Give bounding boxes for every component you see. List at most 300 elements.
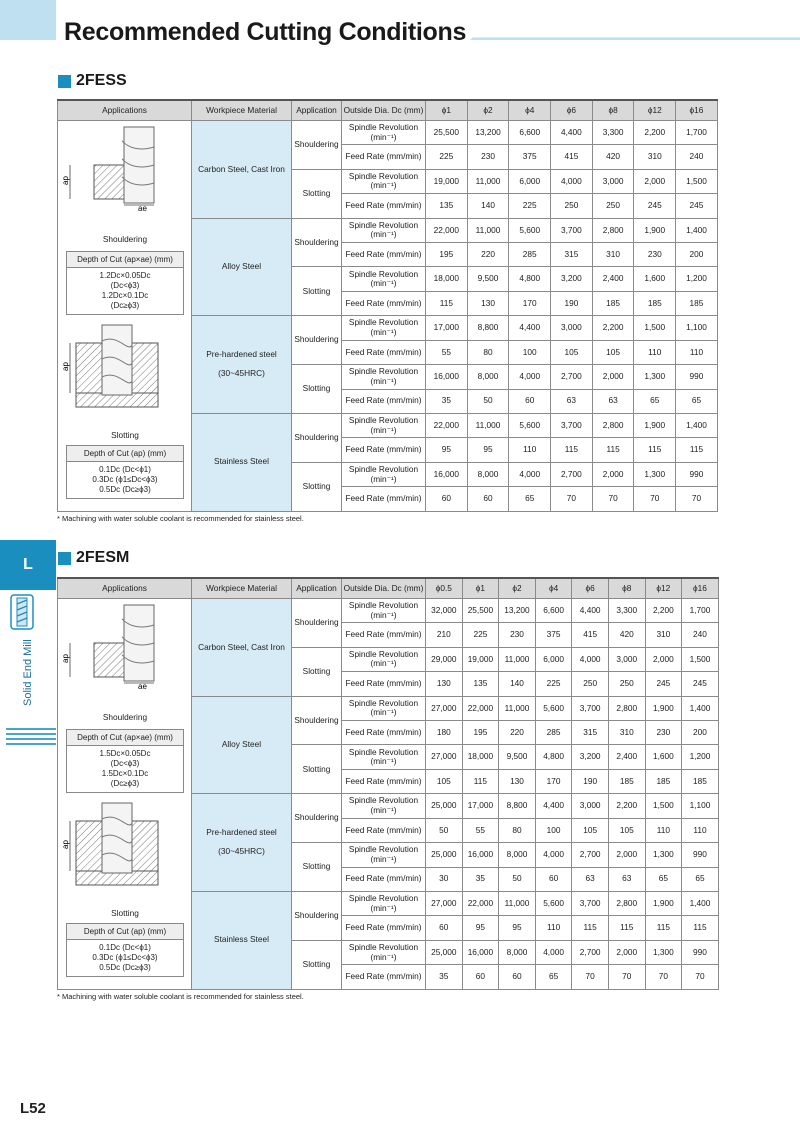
shouldering-caption: Shouldering xyxy=(102,234,148,244)
value-cell: 140 xyxy=(499,672,536,696)
value-cell: 17,000 xyxy=(462,794,499,819)
spindle-revolution-label: Spindle Revolution (min⁻¹) xyxy=(342,745,426,770)
value-cell: 1,600 xyxy=(634,267,676,292)
page-number: L52 xyxy=(20,1100,46,1117)
value-cell: 240 xyxy=(676,145,718,169)
column-header: Outside Dia. Dc (mm) xyxy=(342,100,426,121)
value-cell: 1,500 xyxy=(634,316,676,341)
value-cell: 70 xyxy=(676,487,718,511)
depth-line: (Dc≥ϕ3) xyxy=(110,779,140,788)
value-cell: 29,000 xyxy=(426,647,463,672)
workpiece-material xyxy=(192,599,292,697)
workpiece-material xyxy=(192,794,292,892)
spindle-revolution-label: Spindle Revolution (min⁻¹) xyxy=(342,599,426,623)
value-cell: 8,000 xyxy=(467,365,509,390)
depth-of-cut-header: Depth of Cut (ap×ae) (mm) xyxy=(67,730,183,746)
column-header: ϕ4 xyxy=(509,100,551,121)
depth-line: 1.5Dc×0.05Dc xyxy=(99,749,151,758)
value-cell: 220 xyxy=(499,721,536,745)
value-cell: 63 xyxy=(592,389,634,413)
value-cell: 115 xyxy=(592,438,634,462)
feed-rate-label: Feed Rate (mm/min) xyxy=(342,623,426,647)
value-cell: 4,000 xyxy=(509,462,551,487)
value-cell: 105 xyxy=(592,340,634,364)
table-header-row xyxy=(58,578,719,599)
svg-text:ae: ae xyxy=(138,682,147,691)
column-header: ϕ8 xyxy=(608,578,645,599)
application-shouldering: Shouldering xyxy=(292,121,342,170)
value-cell: 2,700 xyxy=(572,843,609,868)
value-cell: 3,200 xyxy=(551,267,593,292)
value-cell: 200 xyxy=(676,243,718,267)
value-cell: 310 xyxy=(634,145,676,169)
value-cell: 225 xyxy=(535,672,572,696)
depth-line: 0.3Dc (ϕ1≤Dc<ϕ3) xyxy=(92,475,158,484)
value-cell: 35 xyxy=(462,867,499,891)
value-cell: 310 xyxy=(645,623,682,647)
value-cell: 9,500 xyxy=(467,267,509,292)
value-cell: 230 xyxy=(467,145,509,169)
column-header: ϕ12 xyxy=(645,578,682,599)
value-cell: 60 xyxy=(426,487,468,511)
value-cell: 130 xyxy=(426,672,463,696)
value-cell: 22,000 xyxy=(426,413,468,438)
value-cell: 4,000 xyxy=(509,365,551,390)
value-cell: 2,000 xyxy=(592,462,634,487)
value-cell: 375 xyxy=(535,623,572,647)
value-cell: 80 xyxy=(499,818,536,842)
side-label: Solid End Mill xyxy=(22,639,34,706)
value-cell: 70 xyxy=(592,487,634,511)
value-cell: 2,800 xyxy=(608,696,645,721)
value-cell: 135 xyxy=(462,672,499,696)
value-cell: 2,700 xyxy=(551,462,593,487)
value-cell: 105 xyxy=(551,340,593,364)
value-cell: 25,500 xyxy=(462,599,499,623)
value-cell: 3,700 xyxy=(572,696,609,721)
section-heading-2fess xyxy=(58,72,127,90)
value-cell: 135 xyxy=(426,194,468,218)
column-header: ϕ4 xyxy=(535,578,572,599)
value-cell: 6,000 xyxy=(535,647,572,672)
end-mill-icon xyxy=(10,594,34,630)
value-cell: 190 xyxy=(572,769,609,793)
value-cell: 105 xyxy=(572,818,609,842)
depth-line: 0.5Dc (Dc≥ϕ3) xyxy=(99,963,151,972)
depth-line: (Dc<ϕ3) xyxy=(110,281,140,290)
workpiece-material xyxy=(192,413,292,511)
column-header: Workpiece Material xyxy=(192,100,292,121)
value-cell: 240 xyxy=(682,623,719,647)
value-cell: 8,000 xyxy=(499,940,536,965)
side-decoration xyxy=(6,728,56,748)
value-cell: 1,600 xyxy=(645,745,682,770)
value-cell: 1,300 xyxy=(645,940,682,965)
value-cell: 1,400 xyxy=(682,891,719,916)
value-cell: 60 xyxy=(462,965,499,989)
depth-of-cut-values xyxy=(67,746,183,792)
value-cell: 1,400 xyxy=(682,696,719,721)
value-cell: 3,000 xyxy=(551,316,593,341)
application-slotting: Slotting xyxy=(292,647,342,696)
value-cell: 5,600 xyxy=(535,891,572,916)
value-cell: 1,100 xyxy=(682,794,719,819)
value-cell: 2,800 xyxy=(592,413,634,438)
column-header: ϕ2 xyxy=(499,578,536,599)
value-cell: 110 xyxy=(645,818,682,842)
table-row xyxy=(58,599,719,623)
column-header: Applications xyxy=(58,100,192,121)
material-name: Pre-hardened steel xyxy=(206,827,277,838)
value-cell: 63 xyxy=(608,867,645,891)
svg-text:ap: ap xyxy=(61,176,70,185)
chapter-tab: L xyxy=(0,540,56,590)
value-cell: 27,000 xyxy=(426,696,463,721)
feed-rate-label: Feed Rate (mm/min) xyxy=(342,867,426,891)
value-cell: 1,500 xyxy=(645,794,682,819)
material-hardness: (30~45HRC) xyxy=(218,368,265,379)
value-cell: 230 xyxy=(499,623,536,647)
value-cell: 1,300 xyxy=(634,365,676,390)
value-cell: 50 xyxy=(467,389,509,413)
value-cell: 32,000 xyxy=(426,599,463,623)
application-slotting: Slotting xyxy=(292,940,342,989)
feed-rate-label: Feed Rate (mm/min) xyxy=(342,194,426,218)
depth-of-cut-box xyxy=(66,251,184,315)
slotting-illustration xyxy=(58,801,192,914)
value-cell: 2,000 xyxy=(634,169,676,194)
value-cell: 230 xyxy=(645,721,682,745)
value-cell: 110 xyxy=(634,340,676,364)
application-shouldering: Shouldering xyxy=(292,599,342,648)
value-cell: 60 xyxy=(467,487,509,511)
value-cell: 140 xyxy=(467,194,509,218)
value-cell: 310 xyxy=(608,721,645,745)
depth-of-cut-values xyxy=(67,268,183,314)
value-cell: 115 xyxy=(676,438,718,462)
section-marker-icon xyxy=(58,552,71,565)
column-header: Application xyxy=(292,100,342,121)
value-cell: 25,000 xyxy=(426,940,463,965)
value-cell: 115 xyxy=(634,438,676,462)
value-cell: 6,000 xyxy=(509,169,551,194)
value-cell: 170 xyxy=(535,769,572,793)
value-cell: 110 xyxy=(676,340,718,364)
column-header: ϕ1 xyxy=(462,578,499,599)
value-cell: 225 xyxy=(462,623,499,647)
column-header: Outside Dia. Dc (mm) xyxy=(342,578,426,599)
value-cell: 6,600 xyxy=(509,121,551,145)
value-cell: 70 xyxy=(682,965,719,989)
value-cell: 2,400 xyxy=(592,267,634,292)
value-cell: 65 xyxy=(634,389,676,413)
value-cell: 200 xyxy=(682,721,719,745)
feed-rate-label: Feed Rate (mm/min) xyxy=(342,965,426,989)
application-shouldering: Shouldering xyxy=(292,891,342,940)
feed-rate-label: Feed Rate (mm/min) xyxy=(342,145,426,169)
value-cell: 2,200 xyxy=(645,599,682,623)
value-cell: 230 xyxy=(634,243,676,267)
value-cell: 185 xyxy=(634,291,676,315)
value-cell: 27,000 xyxy=(426,891,463,916)
value-cell: 60 xyxy=(509,389,551,413)
value-cell: 315 xyxy=(572,721,609,745)
value-cell: 250 xyxy=(551,194,593,218)
value-cell: 1,900 xyxy=(645,891,682,916)
value-cell: 70 xyxy=(608,965,645,989)
value-cell: 65 xyxy=(676,389,718,413)
value-cell: 65 xyxy=(645,867,682,891)
spindle-revolution-label: Spindle Revolution (min⁻¹) xyxy=(342,647,426,672)
column-header: Application xyxy=(292,578,342,599)
value-cell: 3,300 xyxy=(608,599,645,623)
application-shouldering: Shouldering xyxy=(292,218,342,267)
value-cell: 2,400 xyxy=(608,745,645,770)
value-cell: 11,000 xyxy=(499,891,536,916)
value-cell: 3,200 xyxy=(572,745,609,770)
applications-cell xyxy=(58,599,192,990)
value-cell: 130 xyxy=(499,769,536,793)
value-cell: 245 xyxy=(682,672,719,696)
spindle-revolution-label: Spindle Revolution (min⁻¹) xyxy=(342,218,426,243)
material-name: Stainless Steel xyxy=(214,934,269,945)
value-cell: 27,000 xyxy=(426,745,463,770)
table-header-row xyxy=(58,100,718,121)
spindle-revolution-label: Spindle Revolution (min⁻¹) xyxy=(342,316,426,341)
value-cell: 220 xyxy=(467,243,509,267)
depth-line: 0.5Dc (Dc≥ϕ3) xyxy=(99,485,151,494)
value-cell: 185 xyxy=(645,769,682,793)
column-header: ϕ12 xyxy=(634,100,676,121)
material-name: Carbon Steel, Cast Iron xyxy=(198,641,285,652)
value-cell: 95 xyxy=(499,916,536,940)
value-cell: 19,000 xyxy=(462,647,499,672)
column-header: ϕ8 xyxy=(592,100,634,121)
value-cell: 105 xyxy=(426,769,463,793)
material-name: Alloy Steel xyxy=(221,739,262,750)
section-marker-icon xyxy=(58,75,71,88)
value-cell: 2,700 xyxy=(572,940,609,965)
application-slotting: Slotting xyxy=(292,843,342,892)
section-heading-2fesm xyxy=(58,549,129,567)
svg-text:ap: ap xyxy=(61,840,70,849)
value-cell: 2,200 xyxy=(592,316,634,341)
value-cell: 2,000 xyxy=(608,940,645,965)
workpiece-material xyxy=(192,316,292,414)
value-cell: 5,600 xyxy=(509,413,551,438)
value-cell: 100 xyxy=(509,340,551,364)
value-cell: 1,500 xyxy=(682,647,719,672)
value-cell: 4,400 xyxy=(551,121,593,145)
value-cell: 35 xyxy=(426,389,468,413)
feed-rate-label: Feed Rate (mm/min) xyxy=(342,672,426,696)
value-cell: 4,800 xyxy=(535,745,572,770)
column-header: Workpiece Material xyxy=(192,578,292,599)
application-shouldering: Shouldering xyxy=(292,794,342,843)
value-cell: 110 xyxy=(535,916,572,940)
value-cell: 3,700 xyxy=(551,218,593,243)
value-cell: 2,800 xyxy=(592,218,634,243)
coolant-note: * Machining with water soluble coolant is recommended for stainless steel. xyxy=(57,991,304,1001)
value-cell: 115 xyxy=(426,291,468,315)
value-cell: 16,000 xyxy=(426,462,468,487)
feed-rate-label: Feed Rate (mm/min) xyxy=(342,818,426,842)
value-cell: 63 xyxy=(551,389,593,413)
spindle-revolution-label: Spindle Revolution (min⁻¹) xyxy=(342,891,426,916)
page-header xyxy=(0,0,800,68)
depth-line: 1.2Dc×0.05Dc xyxy=(99,271,151,280)
column-header: Applications xyxy=(58,578,192,599)
feed-rate-label: Feed Rate (mm/min) xyxy=(342,438,426,462)
value-cell: 1,200 xyxy=(676,267,718,292)
value-cell: 4,000 xyxy=(535,843,572,868)
value-cell: 70 xyxy=(551,487,593,511)
value-cell: 4,400 xyxy=(572,599,609,623)
value-cell: 285 xyxy=(509,243,551,267)
shouldering-caption: Shouldering xyxy=(102,712,148,722)
value-cell: 195 xyxy=(426,243,468,267)
value-cell: 225 xyxy=(509,194,551,218)
depth-line: (Dc<ϕ3) xyxy=(110,759,140,768)
value-cell: 210 xyxy=(426,623,463,647)
spindle-revolution-label: Spindle Revolution (min⁻¹) xyxy=(342,843,426,868)
depth-of-cut-values xyxy=(67,940,183,976)
value-cell: 3,700 xyxy=(572,891,609,916)
value-cell: 1,700 xyxy=(682,599,719,623)
value-cell: 30 xyxy=(426,867,463,891)
value-cell: 990 xyxy=(676,365,718,390)
spindle-revolution-label: Spindle Revolution (min⁻¹) xyxy=(342,267,426,292)
value-cell: 185 xyxy=(682,769,719,793)
value-cell: 63 xyxy=(572,867,609,891)
value-cell: 16,000 xyxy=(462,940,499,965)
value-cell: 990 xyxy=(676,462,718,487)
material-name: Pre-hardened steel xyxy=(206,349,277,360)
feed-rate-label: Feed Rate (mm/min) xyxy=(342,487,426,511)
spindle-revolution-label: Spindle Revolution (min⁻¹) xyxy=(342,169,426,194)
value-cell: 105 xyxy=(608,818,645,842)
value-cell: 11,000 xyxy=(467,413,509,438)
value-cell: 95 xyxy=(462,916,499,940)
value-cell: 95 xyxy=(426,438,468,462)
value-cell: 245 xyxy=(645,672,682,696)
value-cell: 8,800 xyxy=(467,316,509,341)
value-cell: 1,400 xyxy=(676,413,718,438)
value-cell: 4,400 xyxy=(509,316,551,341)
value-cell: 11,000 xyxy=(467,218,509,243)
value-cell: 180 xyxy=(426,721,463,745)
value-cell: 19,000 xyxy=(426,169,468,194)
value-cell: 17,000 xyxy=(426,316,468,341)
value-cell: 4,000 xyxy=(572,647,609,672)
application-slotting: Slotting xyxy=(292,169,342,218)
value-cell: 2,800 xyxy=(608,891,645,916)
column-header: ϕ1 xyxy=(426,100,468,121)
value-cell: 3,300 xyxy=(592,121,634,145)
value-cell: 250 xyxy=(572,672,609,696)
value-cell: 310 xyxy=(592,243,634,267)
value-cell: 11,000 xyxy=(467,169,509,194)
value-cell: 55 xyxy=(462,818,499,842)
value-cell: 65 xyxy=(509,487,551,511)
value-cell: 315 xyxy=(551,243,593,267)
value-cell: 415 xyxy=(572,623,609,647)
value-cell: 70 xyxy=(572,965,609,989)
value-cell: 8,800 xyxy=(499,794,536,819)
depth-of-cut-box xyxy=(66,729,184,793)
value-cell: 1,700 xyxy=(676,121,718,145)
value-cell: 110 xyxy=(509,438,551,462)
value-cell: 1,400 xyxy=(676,218,718,243)
value-cell: 170 xyxy=(509,291,551,315)
feed-rate-label: Feed Rate (mm/min) xyxy=(342,769,426,793)
column-header: ϕ2 xyxy=(467,100,509,121)
value-cell: 1,300 xyxy=(634,462,676,487)
value-cell: 3,700 xyxy=(551,413,593,438)
value-cell: 13,200 xyxy=(467,121,509,145)
value-cell: 115 xyxy=(645,916,682,940)
value-cell: 1,100 xyxy=(676,316,718,341)
feed-rate-label: Feed Rate (mm/min) xyxy=(342,721,426,745)
value-cell: 70 xyxy=(645,965,682,989)
depth-of-cut-box xyxy=(66,445,184,499)
value-cell: 4,800 xyxy=(509,267,551,292)
value-cell: 115 xyxy=(608,916,645,940)
value-cell: 22,000 xyxy=(426,218,468,243)
value-cell: 2,700 xyxy=(551,365,593,390)
value-cell: 3,000 xyxy=(608,647,645,672)
value-cell: 5,600 xyxy=(535,696,572,721)
value-cell: 990 xyxy=(682,940,719,965)
value-cell: 11,000 xyxy=(499,647,536,672)
depth-line: (Dc≥ϕ3) xyxy=(110,301,140,310)
shouldering-illustration xyxy=(58,125,192,238)
column-header: ϕ6 xyxy=(551,100,593,121)
value-cell: 16,000 xyxy=(426,365,468,390)
page-title: Recommended Cutting Conditions xyxy=(64,18,467,46)
value-cell: 115 xyxy=(572,916,609,940)
value-cell: 8,000 xyxy=(499,843,536,868)
value-cell: 22,000 xyxy=(462,891,499,916)
value-cell: 185 xyxy=(676,291,718,315)
application-slotting: Slotting xyxy=(292,365,342,414)
value-cell: 22,000 xyxy=(462,696,499,721)
value-cell: 245 xyxy=(634,194,676,218)
depth-line: 1.2Dc×0.1Dc xyxy=(101,291,149,300)
value-cell: 4,000 xyxy=(551,169,593,194)
spindle-revolution-label: Spindle Revolution (min⁻¹) xyxy=(342,462,426,487)
application-shouldering: Shouldering xyxy=(292,696,342,745)
value-cell: 95 xyxy=(467,438,509,462)
value-cell: 4,400 xyxy=(535,794,572,819)
depth-line: 0.1Dc (Dc<ϕ1) xyxy=(99,465,151,474)
column-header: ϕ16 xyxy=(676,100,718,121)
material-name: Carbon Steel, Cast Iron xyxy=(198,163,285,174)
cutting-conditions-table xyxy=(57,99,718,512)
value-cell: 2,000 xyxy=(645,647,682,672)
feed-rate-label: Feed Rate (mm/min) xyxy=(342,340,426,364)
value-cell: 80 xyxy=(467,340,509,364)
value-cell: 1,300 xyxy=(645,843,682,868)
depth-of-cut-header: Depth of Cut (ap) (mm) xyxy=(67,924,183,940)
feed-rate-label: Feed Rate (mm/min) xyxy=(342,916,426,940)
value-cell: 250 xyxy=(608,672,645,696)
spindle-revolution-label: Spindle Revolution (min⁻¹) xyxy=(342,696,426,721)
shouldering-illustration xyxy=(58,603,192,716)
application-shouldering: Shouldering xyxy=(292,316,342,365)
svg-text:ap: ap xyxy=(61,654,70,663)
feed-rate-label: Feed Rate (mm/min) xyxy=(342,389,426,413)
